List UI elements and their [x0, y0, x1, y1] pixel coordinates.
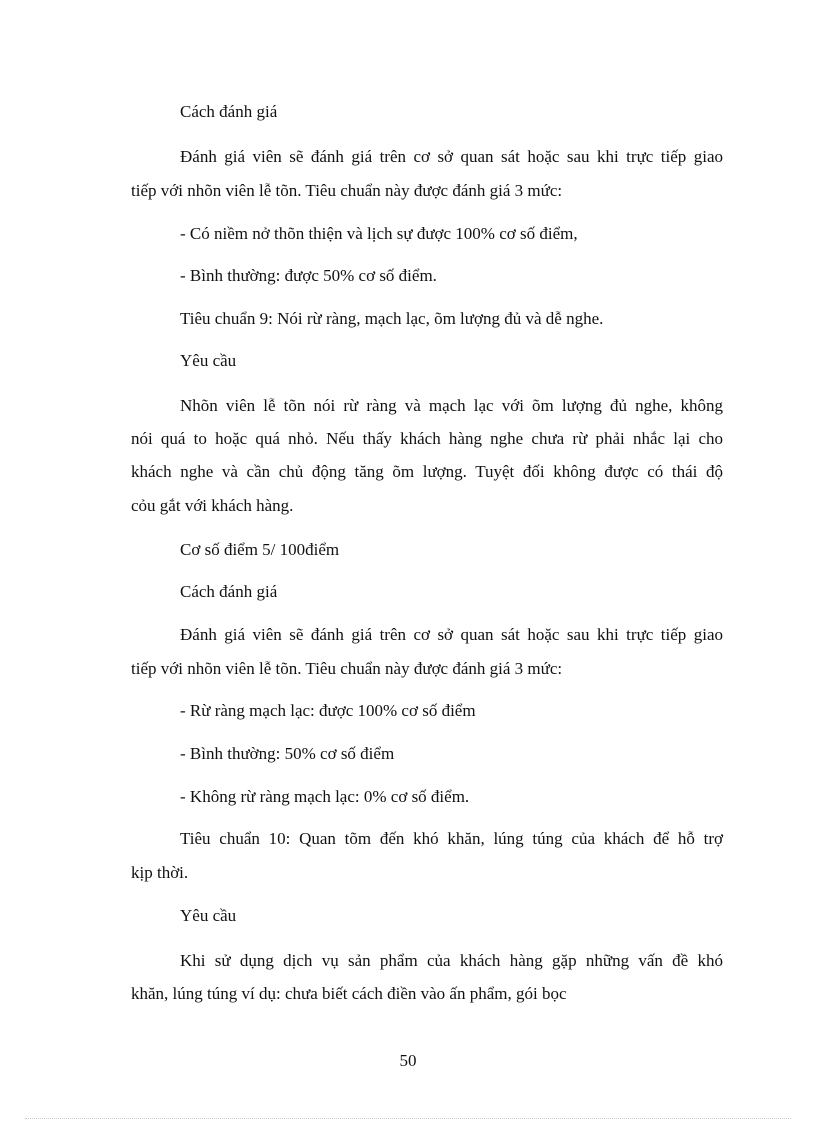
paragraph-line: Đánh giá viên sẽ đánh giá trên cơ sở quan sát hoặc sau khi trực tiếp giao [180, 625, 723, 644]
paragraph-line: tiếp với nhõn viên lễ tõn. Tiêu chuẩn này được đánh giá 3 mức: [131, 659, 563, 678]
criterion-title: kịp thời. [131, 863, 189, 882]
list-item: - Có niềm nở thõn thiện và lịch sự được 100% cơ số điểm, [180, 224, 578, 243]
list-item: - Bình thường: 50% cơ số điểm [180, 744, 395, 763]
criterion-title: Tiêu chuẩn 9: Nói rừ ràng, mạch lạc, õm lượng đủ và dễ nghe. [180, 309, 604, 328]
list-item: - Không rừ ràng mạch lạc: 0% cơ số điểm. [180, 787, 470, 806]
paragraph-line: Đánh giá viên sẽ đánh giá trên cơ sở quan sát hoặc sau khi trực tiếp giao [180, 147, 723, 166]
paragraph-line: khăn, lúng túng ví dụ: chưa biết cách điền vào ấn phẩm, gói bọc [131, 984, 567, 1003]
section-heading: Yêu cầu [180, 351, 237, 370]
list-item: - Rừ ràng mạch lạc: được 100% cơ số điểm [180, 701, 476, 720]
section-heading: Cách đánh giá [180, 102, 278, 121]
section-heading: Yêu cầu [180, 906, 237, 925]
page-bottom-divider [25, 1118, 791, 1119]
score-line: Cơ số điểm 5/ 100điểm [180, 540, 340, 559]
section-heading: Cách đánh giá [180, 582, 278, 601]
list-item: - Bình thường: được 50% cơ số điểm. [180, 266, 437, 285]
paragraph-line: nói quá to hoặc quá nhỏ. Nếu thấy khách hàng nghe chưa rừ phải nhắc lại cho [131, 429, 723, 448]
paragraph-line: cỏu gắt với khách hàng. [131, 496, 294, 515]
paragraph-line: tiếp với nhõn viên lễ tõn. Tiêu chuẩn này được đánh giá 3 mức: [131, 181, 563, 200]
criterion-title: Tiêu chuẩn 10: Quan tõm đến khó khăn, lúng túng của khách để hỗ trợ [180, 829, 723, 848]
paragraph-line: khách nghe và cần chủ động tăng õm lượng. Tuyệt đối không được có thái độ [131, 462, 723, 481]
page-number: 50 [399, 1051, 417, 1070]
paragraph-line: Nhõn viên lễ tõn nói rừ ràng và mạch lạc với õm lượng đủ nghe, không [180, 396, 723, 415]
paragraph-line: Khi sử dụng dịch vụ sản phẩm của khách hàng gặp những vấn đề khó [180, 951, 723, 970]
